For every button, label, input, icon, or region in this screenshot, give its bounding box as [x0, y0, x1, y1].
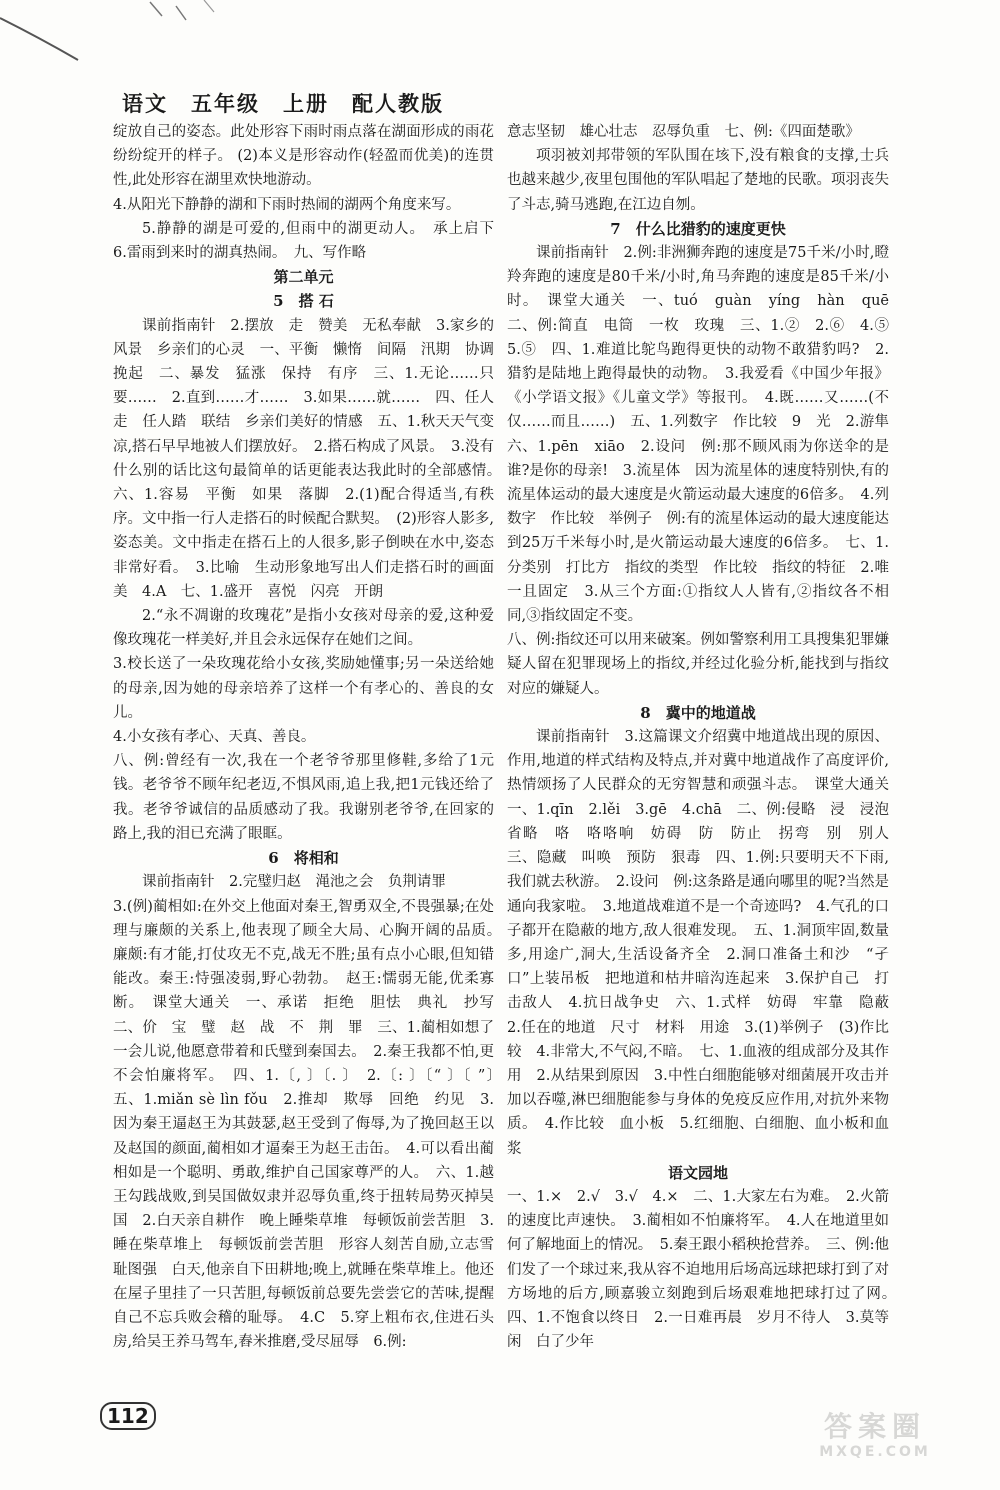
left-column-paragraph: 4.小女孩有孝心、天真、善良。: [113, 729, 316, 746]
left-column-paragraph: 4.从阳光下静静的湖和下雨时热闹的湖两个角度来写。: [113, 196, 461, 213]
left-column-paragraph: 课前指南针 2.摆放 走 赞美 无私奉献 3.家乡的风景 乡亲们的心灵 一、平衡 懒惰 间隔 汛期 协调 挽起 二、暴发 猛涨 保持 有序 三、1.无论……只要…… 2.直到……才…… 3.如果……就…… 四、任人走 任人踏 联结 乡亲们美好的情感 五、1.秋天天气变凉,搭石早早地被人们摆放好。 2.搭石构成了风景。 3.没有什么别的话比这句最简单的话更能表达我此时的全部感情。 六、1.容易 平衡 如果 落脚 2.(1)配合得适当,有秩序。文中指一行人走搭石的时候配合默契。 (2)形容人影多,姿态美。文中指走在搭石上的人很多,影子倒映在水中,姿态非常好看。 3.比喻 生动形象地写出人们走搭石时的画面美 4.A 七、1.盛开 喜悦 闪亮 开朗: [113, 317, 509, 600]
left-column-paragraph: 课前指南针 2.完璧归赵 渑池之会 负荆请罪: [142, 874, 446, 891]
left-column-paragraph: 八、例:曾经有一次,我在一个老爷爷那里修鞋,多给了1元钱。老爷爷不顾年纪老迈,不惧风雨,追上我,把1元钱还给了我。老爷爷诚信的品质感动了我。我谢别老爷爷,在回家的路上,我的泪已充满了眼眶。: [113, 753, 494, 842]
right-column: [507, 120, 904, 1354]
watermark-logo: [790, 1410, 960, 1466]
right-column-paragraph: 八、例:指纹还可以用来破案。例如警察利用工具搜集犯罪嫌疑人留在犯罪现场上的指纹,并经过化验分析,能找到与指纹对应的嫌疑人。: [507, 632, 889, 697]
right-column-heading: 语文园地: [667, 1163, 728, 1182]
left-column-paragraph: 3.(例)蔺相如:在外交上他面对秦王,智勇双全,不畏强暴;在处理与廉颇的关系上,他表现了顾全大局、心胸开阔的品质。 廉颇:有才能,打仗攻无不克,战无不胜;虽有点小心眼,但知错能改。秦王:恃强凌弱,野心勃勃。 赵王:懦弱无能,优柔寡断。 课堂大通关 一、承诺 拒绝 胆怯 典礼 抄写 二、价 宝 璧 赵 战 不 荆 罪 三、1.蔺相如想了一会儿说,他愿意带着和氏璧到秦国去。 2.秦王我都不怕,更不会怕廉将军。 四、1.〔, 〕〔. 〕 2.〔: 〕〔“ 〕〔 ”〕 五、1.miǎn sè lìn fǒu 2.推却 欺辱 回绝 约见 3.因为秦王逼赵王为其鼓瑟,赵王受到了侮辱,为了挽回赵王以及赵国的颜面,蔺相如才逼秦王为赵王击缶。 4.可以看出蔺相如是一个聪明、勇敢,维护自己国家尊严的人。 六、1.越王勾践战败,到吴国做奴隶并忍辱负重,终于扭转局势灭掉吴国 2.白天亲自耕作 晚上睡柴草堆 每顿饭前尝苦胆 3.睡在柴草堆上 每顿饭前尝苦胆 形容人刻苦自励,立志雪耻图强 白天,他亲自下田耕地;晚上,就睡在柴草堆上。他还在屋子里挂了一只苦胆,每顿饭前总要先尝尝它的苦味,提醒自己不忘兵败会稽的耻辱。 4.C 5.穿上粗布衣,住进石头房,给吴王养马驾车,舂米推磨,受尽屈辱 6.例:: [113, 898, 509, 1351]
right-column-paragraph: 项羽被刘邦带领的军队围在垓下,没有粮食的支撑,士兵也越来越少,夜里包围他的军队唱起了楚地的民歌。项羽丧失了斗志,骑马逃跑,在江边自刎。: [507, 148, 889, 213]
left-column-paragraph: 绽放自己的姿态。此处形容下雨时雨点落在湖面形成的雨花纷纷绽开的样子。 (2)本义是形容动作(轻盈而优美)的连贯性,此处形容在湖里欢快地游动。: [113, 124, 494, 189]
corner-scratch-decoration: [0, 0, 260, 70]
left-column-heading: 5 搭 石: [273, 292, 334, 311]
left-column-paragraph: 5.静静的湖是可爱的,但雨中的湖更动人。 承上启下 6.雷雨到来时的湖真热闹。 九、写作略: [113, 220, 509, 262]
watermark-title: 答案圈: [823, 1410, 926, 1443]
left-column: [113, 120, 509, 1354]
page-number: 112: [100, 1402, 156, 1430]
left-column-heading: 6 将相和: [268, 849, 339, 868]
right-column-paragraph: 意志坚韧 雄心壮志 忍辱负重 七、例:《四面楚歌》: [507, 124, 860, 140]
right-column-paragraph: 课前指南针 2.例:非洲狮奔跑的速度是75千米/小时,瞪羚奔跑的速度是80千米/小时,角马奔跑的速度是85千米/小时。 课堂大通关 一、tuó guàn yíng hàn quē 二、例:简直 电筒 一枚 玫瑰 三、1.② 2.⑥ 4.⑤ 5.⑤ 四、1.难道比鸵鸟跑得更快的动物不敢猎豹吗? 2.猎豹是陆地上跑得最快的动物。 3.我爱看《中国少年报》《小学语文报》《儿童文学》等报刊。 4.既……又……(不仅……而且……) 五、1.列数字 作比较 9 光 2.游隼 六、1.pēn xiāo 2.设问 例:那不顾风雨为你送伞的是谁?是你的母亲! 3.流星体 因为流星体的速度特别快,有的流星体运动的最大速度是火箭运动最大速度的6倍多。 4.列数字 作比较 举例子 例:有的流星体运动的最大速度能达到25万千米每小时,是火箭运动最大速度的6倍多。 七、1.分类别 打比方 指纹的类型 作比较 指纹的特征 2.唯一且固定 3.从三个方面:①指纹人人皆有,②指纹各不相同,③指纹固定不变。: [507, 245, 904, 625]
left-column-heading: 第二单元: [273, 268, 334, 287]
left-column-paragraph: 3.校长送了一朵玫瑰花给小女孩,奖励她懂事;另一朵送给她的母亲,因为她的母亲培养了这样一个有孝心的、善良的女儿。: [113, 656, 494, 721]
left-column-paragraph: 2.“永不凋谢的玫瑰花”是指小女孩对母亲的爱,这种爱像玫瑰花一样美好,并且会永远保存在她们之间。: [113, 608, 494, 649]
right-column-paragraph: 一、1.× 2.√ 3.√ 4.× 二、1.大家左右为难。 2.火箭的速度比声速快。 3.蔺相如不怕廉将军。 4.人在地道里如何了解地面上的情况。 5.秦王跟小稻秧抢营养。 三、例:他们发了一个球过来,我从容不迫地用后场高远球把球打到了对方场地的后方,顾嘉骏立刻跑到后场艰难地把球打过了网。 四、1.不饱食以终日 2.一日难再晨 岁月不待人 3.莫等闲 白了少年: [507, 1188, 904, 1351]
watermark-url: MXQE.COM: [819, 1444, 931, 1460]
right-column-paragraph: 课前指南针 3.这篇课文介绍冀中地道战出现的原因、作用,地道的样式结构及特点,并对冀中地道战作了高度评价,热情颂扬了人民群众的无穷智慧和顽强斗志。 课堂大通关 一、1.qīn 2.lěi 3.gē 4.chā 二、例:侵略 浸 浸泡 省略 咯 咯咯响 妨碍 防 防止 拐弯 别 别人 三、隐藏 叫唤 预防 狠毒 四、1.例:只要明天不下雨,我们就去秋游。 2.设问 例:这条路是通向哪里的呢?当然是通向我家啦。 3.地道战难道不是一个奇迹吗? 4.气孔的口子都开在隐蔽的地方,敌人很难发现。 五、1.洞顶牢固,数量多,用途广,洞大,生活设备齐全 2.洞口准备土和沙 “孑口”上装吊板 把地道和枯井暗沟连起来 3.保护自己 打击敌人 4.抗日战争史 六、1.式样 妨碍 牢靠 隐蔽 2.任在的地道 尺寸 材料 用途 3.(1)举例子 (3)作比较 4.非常大,不气闷,不暗。 七、1.血液的组成部分及其作用 2.从结果到原因 3.中性白细胞能够对细菌展开攻击并加以吞噬,淋巴细胞能参与身体的免疫反应作用,对抗外来物质。 4.作比较 血小板 5.红细胞、白细胞、血小板和血浆: [507, 729, 904, 1157]
right-column-heading: 7 什么比猎豹的速度更快: [610, 219, 786, 238]
right-column-heading: 8 冀中的地道战: [640, 703, 756, 722]
page-header: 语文 五年级 上册 配人教版: [122, 91, 444, 116]
